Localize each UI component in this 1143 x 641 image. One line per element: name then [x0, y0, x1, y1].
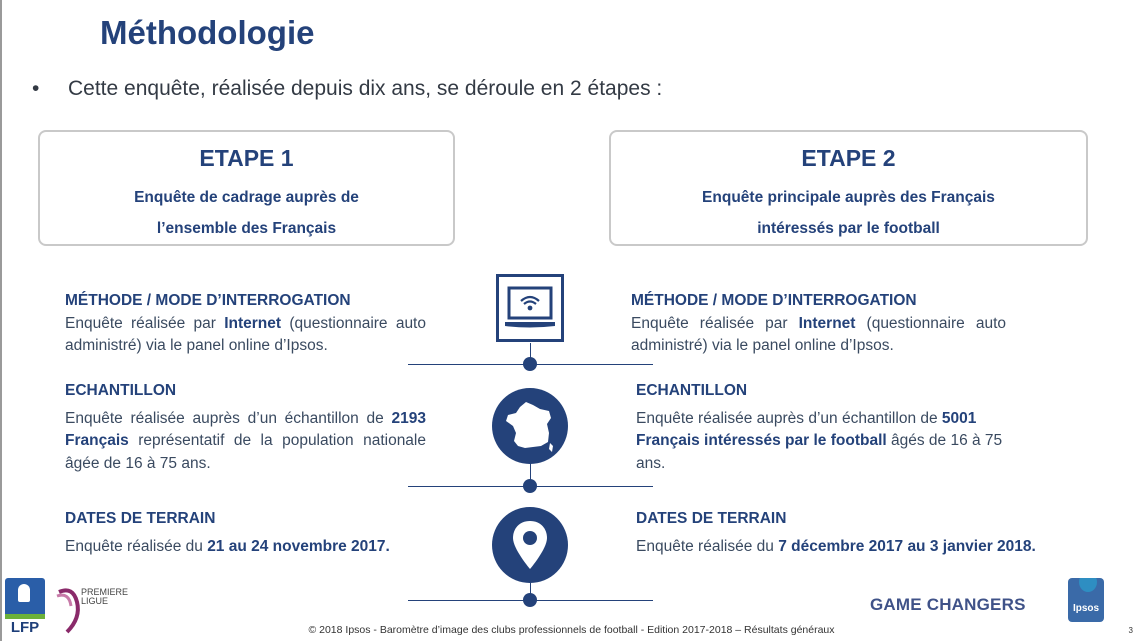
- stage-1-desc-line2: l’ensemble des Français: [156, 220, 337, 237]
- left-dates-text: Enquête réalisée du 21 au 24 novembre 2017.: [65, 537, 390, 555]
- left-method-text: Enquête réalisée par Internet (questionnaire auto administré) via le panel online d’Ipsos.: [65, 314, 426, 354]
- footer-copyright: © 2018 Ipsos - Baromètre d’image des clubs professionnels de football - Edition 2017-2018 – Résultats généraux: [308, 624, 835, 636]
- stage-1-desc-line1: Enquête de cadrage auprès de: [134, 189, 359, 206]
- right-sample-text: Enquête réalisée auprès d’un échantillon de 5001 Français intéressés par le football âgés de 16 à 75 ans.: [636, 409, 1003, 472]
- left-dates-heading: DATES DE TERRAIN: [65, 510, 216, 527]
- right-method-text: Enquête réalisée par Internet (questionnaire auto administré) via le panel online d’Ipsos.: [631, 314, 1006, 354]
- left-sample-section: [65, 380, 426, 475]
- timeline-node-1: [523, 357, 537, 371]
- page-title: Méthodologie: [100, 14, 315, 51]
- left-sample-heading: ECHANTILLON: [65, 382, 177, 399]
- bullet-dot: •: [32, 77, 40, 100]
- right-dates-section: [636, 508, 1036, 558]
- stage-2-title: ETAPE 2: [801, 145, 896, 171]
- left-dates-section: [65, 508, 435, 558]
- left-method-heading: MÉTHODE / MODE D’INTERROGATION: [65, 292, 351, 309]
- right-sample-section: [636, 380, 1029, 475]
- ipsos-logo: Ipsos: [1068, 578, 1104, 622]
- france-map-icon: [492, 388, 568, 464]
- left-sample-text: Enquête réalisée auprès d’un échantillon de 2193 Français représentatif de la population nationale âgée de 16 à 75 ans.: [65, 409, 426, 472]
- right-method-section: [631, 290, 1006, 358]
- right-method-heading: MÉTHODE / MODE D’INTERROGATION: [631, 292, 917, 309]
- stage-2-description: [611, 182, 1086, 244]
- timeline-node-3: [523, 593, 537, 607]
- stage-2-box: [609, 130, 1088, 246]
- page-number: 3: [1128, 626, 1133, 635]
- slide-left-edge: [0, 0, 2, 641]
- laptop-wifi-icon: [496, 274, 564, 342]
- intro-text: Cette enquête, réalisée depuis dix ans, se déroule en 2 étapes :: [68, 77, 663, 100]
- right-dates-text: Enquête réalisée du 7 décembre 2017 au 3 janvier 2018.: [636, 537, 1036, 555]
- stage-1-title: ETAPE 1: [199, 145, 294, 171]
- stage-1-description: [40, 182, 453, 244]
- timeline-node-2: [523, 479, 537, 493]
- stage-1-box: [38, 130, 455, 246]
- right-sample-heading: ECHANTILLON: [636, 382, 748, 399]
- stage-2-desc-line2: intéressés par le football: [757, 220, 940, 237]
- lfp-logo: LFP: [5, 578, 45, 638]
- right-dates-heading: DATES DE TERRAIN: [636, 510, 787, 527]
- game-changers-logo: GAME CHANGERS: [870, 595, 1026, 614]
- left-method-section: [65, 290, 426, 358]
- stage-2-desc-line1: Enquête principale auprès des Français: [702, 189, 995, 206]
- location-pin-icon: [492, 507, 568, 583]
